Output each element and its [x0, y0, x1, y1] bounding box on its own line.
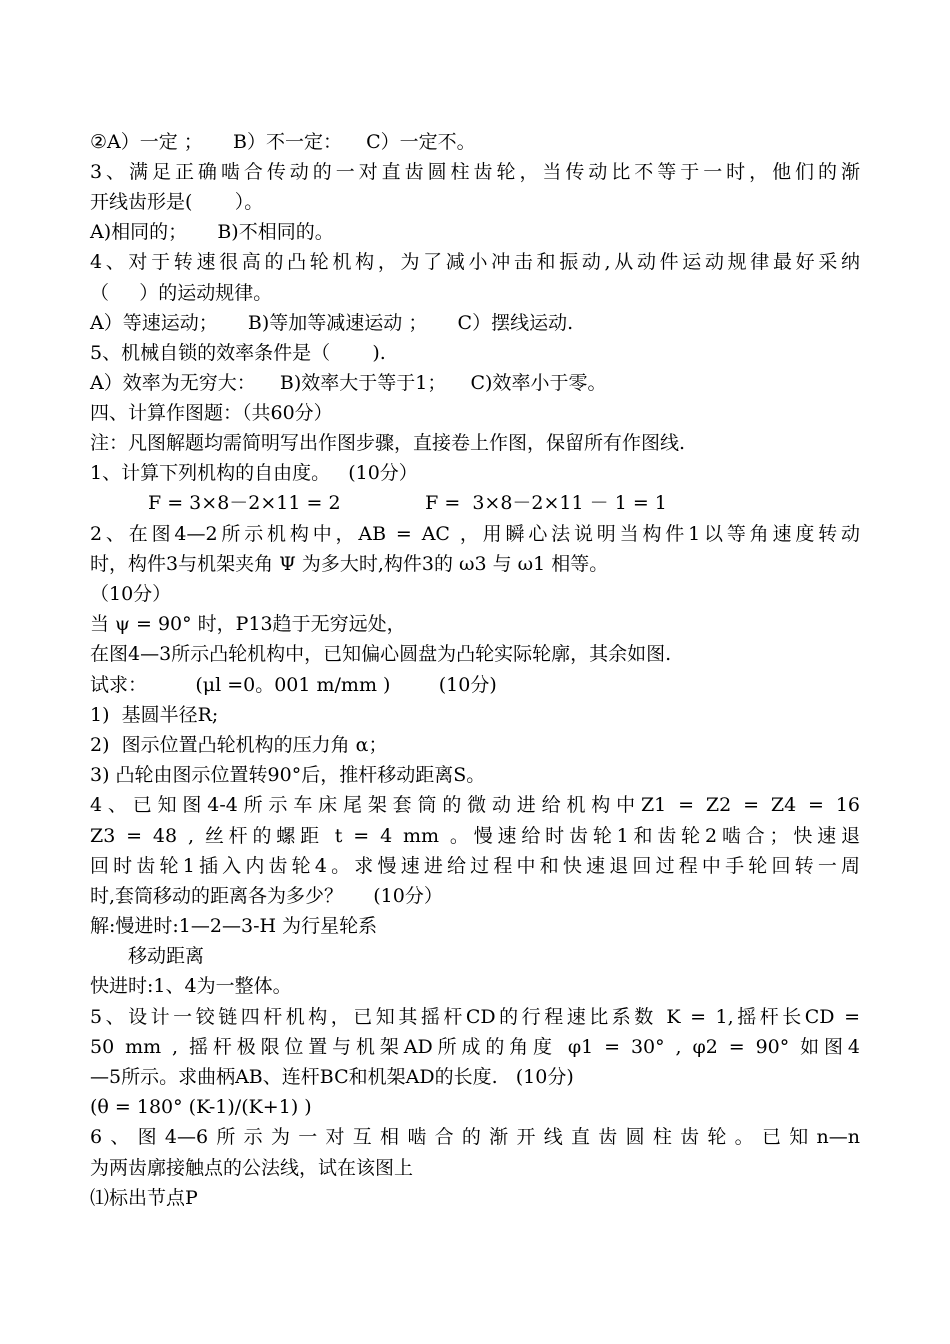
line-23: 4、已知图4-4所示车床尾架套筒的微动进给机构中Z1 = Z2 = Z4 = 16: [90, 794, 860, 816]
line-21: 2) 图示位置凸轮机构的压力角 α；: [90, 734, 388, 756]
line-18: 在图4—3所示凸轮机构中，已知偏心圆盘为凸轮实际轮廓，其余如图.: [90, 643, 672, 665]
section-heading: 四、计算作图题：（共60分）: [90, 402, 333, 424]
line-2: 3、满足正确啮合传动的一对直齿圆柱齿轮，当传动比不等于一时，他们的渐: [90, 161, 860, 183]
line-24: Z3 = 48 , 丝杆的螺距 t = 4 mm 。慢速给时齿轮1和齿轮2啮合；快速退: [90, 825, 860, 847]
line-6: （ ）的运动规律。: [90, 282, 273, 304]
line-5: 4、对于转速很高的凸轮机构，为了减小冲击和振动,从动件运动规律最好采纳: [90, 251, 860, 273]
formula-line: F = 3×8－2×11 = 2 F = 3×8－2×11 － 1 = 1: [148, 492, 667, 514]
line-3: 开线齿形是( ）。: [90, 191, 264, 213]
line-27: 解:慢进时:1—2—3-H 为行星轮系: [90, 915, 378, 937]
line-20: 1) 基圆半径R;: [90, 704, 219, 726]
line-14: 2、在图4—2所示机构中，AB = AC ，用瞬心法说明当构件1以等角速度转动: [90, 523, 860, 545]
line-30: 5、设计一铰链四杆机构，已知其摇杆CD的行程速比系数 K = 1,摇杆长CD =: [90, 1006, 860, 1028]
line-34: 6、图4—6所示为一对互相啮合的渐开线直齿圆柱齿轮。已知n—n: [90, 1126, 860, 1148]
line-16: （10分）: [90, 583, 172, 605]
line-4: A)相同的； B)不相同的。: [90, 221, 334, 243]
line-32: —5所示。求曲柄AB、连杆BC和机架AD的长度. (10分): [90, 1066, 574, 1088]
line-19: 试求： (μl =0。001 m/mm ) (10分): [90, 674, 497, 696]
line-28: 移动距离: [128, 945, 205, 967]
line-35: 为两齿廓接触点的公法线，试在该图上: [90, 1157, 414, 1179]
line-12: 1、计算下列机构的自由度。 (10分）: [90, 462, 418, 484]
line-7: A）等速运动； B)等加等减速运动 ； C）摆线运动.: [90, 312, 574, 334]
line-33: (θ = 180° (K-1)/(K+1) ): [90, 1096, 312, 1118]
line-22: 3) 凸轮由图示位置转90°后，推杆移动距离S。: [90, 764, 486, 786]
line-9: A）效率为无穷大： B)效率大于等于1； C)效率小于零。: [90, 372, 607, 394]
line-25: 回时齿轮1插入内齿轮4。求慢速进给过程中和快速退回过程中手轮回转一周: [90, 855, 860, 877]
line-26: 时,套筒移动的距离各为多少？ (10分）: [90, 885, 443, 907]
line-17: 当 ψ = 90° 时，P13趋于无穷远处，: [90, 613, 406, 635]
line-31: 50 mm , 摇杆极限位置与机架AD所成的角度 φ1 = 30° , φ2 = 90° 如图4: [90, 1036, 860, 1058]
line-29: 快进时:1、4为一整体。: [90, 975, 292, 997]
line-15: 时，构件3与机架夹角 Ψ 为多大时,构件3的 ω3 与 ω1 相等。: [90, 553, 609, 575]
line-36: ⑴标出节点P: [90, 1187, 198, 1209]
line-11: 注：凡图解题均需简明写出作图步骤，直接卷上作图，保留所有作图线.: [90, 432, 686, 454]
line-1: ②A）一定 ； B）不一定： C）一定不。: [90, 131, 476, 153]
line-8: 5、机械自锁的效率条件是（ ).: [90, 342, 386, 364]
